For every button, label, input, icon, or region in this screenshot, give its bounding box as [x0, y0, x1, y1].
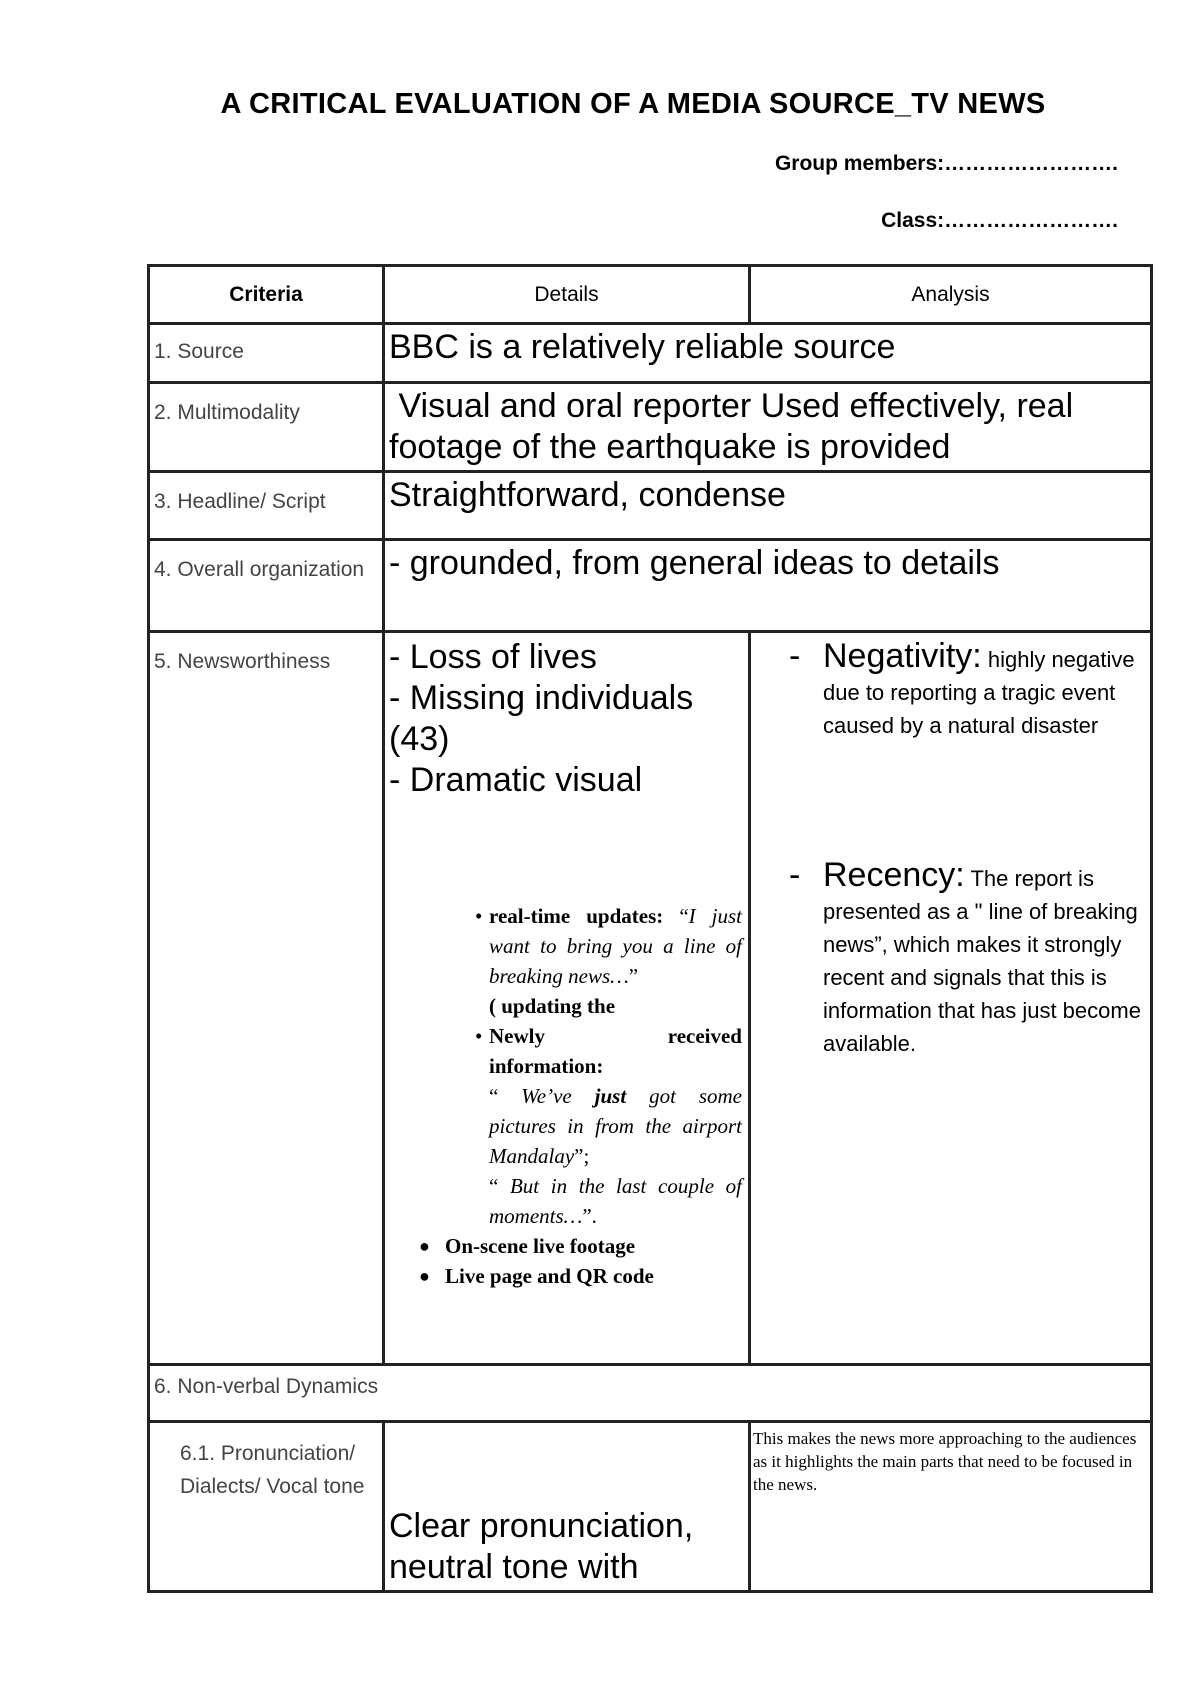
bullet-icon: ● — [419, 1236, 430, 1256]
source-label: 1. Source — [149, 324, 384, 383]
bullet-icon: • — [475, 1024, 483, 1048]
bullet-icon: • — [475, 904, 483, 928]
list-item: • real-time updates: “I just want to bring you a line of breaking news…” ( updating the — [385, 901, 748, 1021]
quote-moments: “ But in the last couple of moments…”. — [489, 1174, 742, 1228]
table-row — [149, 632, 1152, 1365]
organization-label: 4. Overall organization — [149, 540, 384, 632]
headline-label: 3. Headline/ Script — [149, 472, 384, 540]
table-row — [149, 383, 1152, 472]
list-item: ● On-scene live footage — [385, 1231, 748, 1261]
quote-mandalay: “ We’ve just got some pictures in from the airport Mandalay”; — [489, 1084, 743, 1168]
table-row — [149, 324, 1152, 383]
multimodality-detail: Visual and oral reporter Used effectively, real footage of the earthquake is provided — [384, 383, 1152, 472]
analysis-negativity: - Negativity: highly negative due to reporting a tragic event caused by a natural disaster — [789, 637, 1135, 738]
group-members-line: Group members:……………………. — [774, 152, 1118, 175]
analysis-recency: - Recency: The report is presented as a " line of breaking news”, which makes it strongly recent and signals that this is information that has just become available. — [789, 856, 1141, 1056]
detail-line: - Loss of lives — [389, 638, 597, 676]
newsworthiness-label: 5. Newsworthiness — [149, 632, 384, 1365]
table-row — [149, 472, 1152, 540]
source-detail: BBC is a relatively reliable source — [384, 324, 1152, 383]
pronunciation-detail: Clear pronunciation, neutral tone with — [384, 1422, 750, 1592]
details-header: Details — [384, 266, 750, 324]
pronunciation-analysis: This makes the news more approaching to the audiences as it highlights the main parts that need to be focused in the news. — [750, 1422, 1152, 1592]
bullet-icon: ● — [419, 1266, 430, 1286]
newsworthiness-analysis — [750, 632, 1152, 1365]
table-row — [149, 1422, 1152, 1592]
organization-detail: - grounded, from general ideas to details — [384, 540, 1152, 632]
headline-detail: Straightforward, condense — [384, 472, 1152, 540]
list-item: ● Live page and QR code — [385, 1261, 748, 1291]
list-item: • Newly received information: “ We’ve just got some pictures in from the airport Mandalay”; “ But in the last couple of moments…”. — [385, 1021, 748, 1231]
class-line: Class:……………………. — [881, 209, 1118, 232]
detail-line: - Dramatic visual — [389, 761, 643, 799]
analysis-header: Analysis — [750, 266, 1152, 324]
pronunciation-label: 6.1. Pronunciation/ Dialects/ Vocal tone — [149, 1422, 384, 1592]
page-title: A CRITICAL EVALUATION OF A MEDIA SOURCE_TV NEWS — [220, 88, 1046, 120]
table-header-row — [149, 266, 1152, 324]
detail-line: - Missing individuals (43) — [389, 679, 694, 758]
newsworthiness-detail — [384, 632, 750, 1365]
nonverbal-label: 6. Non-verbal Dynamics — [149, 1365, 1152, 1422]
multimodality-label: 2. Multimodality — [149, 383, 384, 472]
evaluation-table — [147, 264, 1153, 1593]
table-row — [149, 540, 1152, 632]
table-row — [149, 1365, 1152, 1422]
criteria-header: Criteria — [149, 266, 384, 324]
